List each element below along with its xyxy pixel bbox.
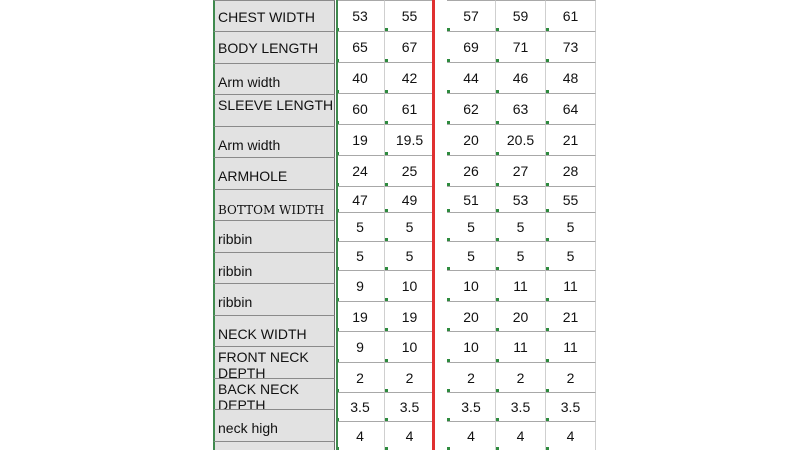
size-value-cell: 69: [447, 31, 496, 62]
row-label: [213, 283, 335, 315]
row-label: [213, 189, 335, 220]
size-value-cell: 19: [336, 124, 385, 155]
size-value-cell: 67: [385, 31, 435, 62]
size-value-cell: 19: [385, 301, 435, 331]
size-value-cell: 9: [336, 270, 385, 301]
size-value-cell: 46: [496, 62, 546, 93]
row-label-column: [213, 0, 335, 450]
label-column-border: [336, 0, 338, 450]
row-label: [213, 0, 335, 31]
size-value-cell: 42: [385, 62, 435, 93]
size-value-cell: 20.5: [496, 124, 546, 155]
row-label: [213, 31, 335, 63]
size-value-cell: 2: [447, 362, 496, 392]
size-value-cell: 3.5: [496, 392, 546, 421]
size-value-cell: 2: [496, 362, 546, 392]
size-value-cell: 44: [447, 62, 496, 93]
size-value-cell: 10: [385, 331, 435, 362]
row-label: [213, 252, 335, 283]
row-label: [213, 346, 335, 378]
row-label-text: Arm width: [218, 137, 281, 153]
size-value-cell: 5: [336, 212, 385, 241]
size-value-cell: 4: [336, 421, 385, 450]
row-label: [213, 63, 335, 94]
size-value-grid: [336, 0, 584, 450]
size-value-cell: 26: [447, 155, 496, 186]
size-value-cell: 20: [447, 301, 496, 331]
size-value-cell: 5: [447, 212, 496, 241]
size-value-cell: 5: [385, 212, 435, 241]
size-value-cell: 4: [546, 421, 596, 450]
row-label: [213, 378, 335, 409]
size-value-cell: 5: [336, 241, 385, 270]
size-value-cell: 20: [496, 301, 546, 331]
size-value-cell: 4: [496, 421, 546, 450]
size-value-cell: 24: [336, 155, 385, 186]
size-value-cell: 21: [546, 124, 596, 155]
size-value-cell: 28: [546, 155, 596, 186]
row-label: [213, 315, 335, 346]
row-label-text: ribbin: [218, 294, 253, 310]
size-value-cell: 2: [385, 362, 435, 392]
row-label-text: SLEEVE LENGTH: [218, 97, 334, 113]
size-value-cell: 57: [447, 0, 496, 31]
row-label-text: Arm width: [218, 74, 281, 90]
size-value-cell: 4: [447, 421, 496, 450]
row-label-text: BODY LENGTH: [218, 40, 319, 56]
size-value-cell: 19.5: [385, 124, 435, 155]
row-label: [213, 409, 335, 441]
size-value-cell: 53: [336, 0, 385, 31]
row-label-text: neck high: [218, 420, 278, 436]
size-value-cell: 65: [336, 31, 385, 62]
size-value-cell: 19: [336, 301, 385, 331]
size-value-cell: 5: [447, 241, 496, 270]
size-value-cell: 64: [546, 93, 596, 124]
size-value-cell: 59: [496, 0, 546, 31]
size-value-cell: 63: [496, 93, 546, 124]
size-value-cell: 73: [546, 31, 596, 62]
size-value-cell: 5: [496, 241, 546, 270]
row-label: [213, 220, 335, 252]
size-value-cell: 3.5: [336, 392, 385, 421]
size-value-cell: 61: [385, 93, 435, 124]
size-value-cell: 71: [496, 31, 546, 62]
size-value-cell: 21: [546, 301, 596, 331]
size-value-cell: 10: [385, 270, 435, 301]
size-value-cell: 55: [385, 0, 435, 31]
size-value-cell: 49: [385, 186, 435, 212]
size-value-cell: 47: [336, 186, 385, 212]
size-value-cell: 40: [336, 62, 385, 93]
size-value-cell: 25: [385, 155, 435, 186]
size-value-cell: 20: [447, 124, 496, 155]
row-label-text: ribbin: [218, 231, 253, 247]
size-value-cell: 2: [546, 362, 596, 392]
size-value-cell: 5: [496, 212, 546, 241]
size-value-cell: 11: [546, 270, 596, 301]
row-label: [213, 157, 335, 189]
row-label-text: ARMHOLE: [218, 168, 288, 184]
size-value-cell: 3.5: [447, 392, 496, 421]
size-value-cell: 61: [546, 0, 596, 31]
size-value-cell: 10: [447, 331, 496, 362]
size-value-cell: 62: [447, 93, 496, 124]
size-value-cell: 5: [546, 212, 596, 241]
size-value-cell: 11: [496, 331, 546, 362]
size-divider-line: [432, 0, 435, 450]
row-label: [213, 94, 335, 126]
row-label-text: CHEST WIDTH: [218, 9, 315, 25]
row-label-text: BACK NECK DEPTH: [218, 381, 299, 409]
size-value-cell: 11: [546, 331, 596, 362]
size-value-cell: 4: [385, 421, 435, 450]
size-value-cell: 2: [336, 362, 385, 392]
row-label-text: FRONT NECK DEPTH: [218, 349, 309, 378]
row-label-text: NECK WIDTH: [218, 326, 307, 342]
size-chart-sheet: [213, 0, 585, 450]
row-label-text: ribbin: [218, 263, 253, 279]
size-value-cell: 3.5: [385, 392, 435, 421]
size-value-cell: 51: [447, 186, 496, 212]
size-value-cell: 55: [546, 186, 596, 212]
row-label: [213, 126, 335, 157]
row-label-text: BOTTOM WIDTH: [218, 203, 325, 217]
size-value-cell: 27: [496, 155, 546, 186]
size-value-cell: 11: [496, 270, 546, 301]
row-label: [213, 441, 335, 450]
size-value-cell: 5: [385, 241, 435, 270]
size-value-cell: 48: [546, 62, 596, 93]
size-value-cell: 3.5: [546, 392, 596, 421]
size-value-cell: 60: [336, 93, 385, 124]
size-value-cell: 10: [447, 270, 496, 301]
size-value-cell: 9: [336, 331, 385, 362]
size-value-cell: 5: [546, 241, 596, 270]
size-value-cell: 53: [496, 186, 546, 212]
